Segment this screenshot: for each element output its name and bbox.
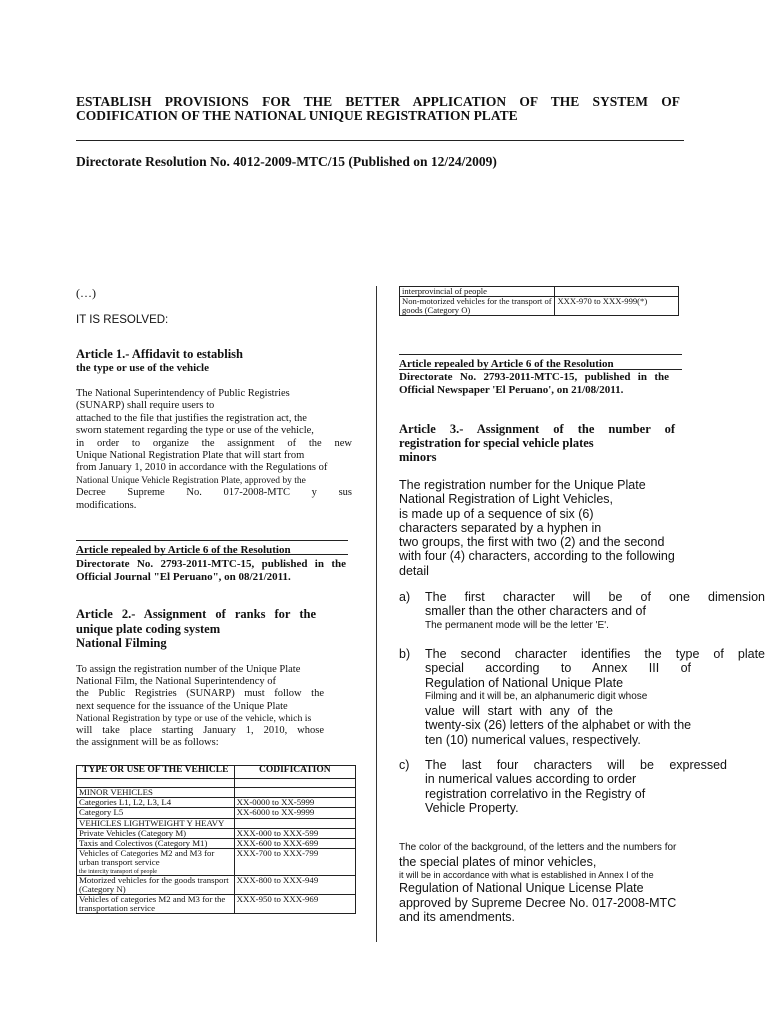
article-2-line: National Film, the National Superintendency of (76, 676, 277, 688)
list-item-line: registration correlativo in the Registry of (425, 786, 646, 801)
table-row (77, 788, 356, 798)
list-item-line: smaller than the other characters and of (425, 604, 646, 619)
table-cell-code: XX-6000 to XX-9999 (234, 808, 355, 818)
table-row (77, 875, 356, 894)
article-2-line: next sequence for the issuance of the Unique Plate (76, 700, 288, 712)
list-item-line: twenty-six (26) letters of the alphabet or with the (425, 718, 692, 733)
article-1-line: (SUNARP) shall require users to (76, 400, 215, 412)
article-1-line: attached to the file that justifies the registration act, the (76, 412, 307, 424)
article-1-heading (76, 347, 243, 375)
table-cell-code (234, 779, 355, 788)
article-1-line: Decree Supreme No. 017-2008-MTC y sus (76, 487, 352, 499)
title-line-2: CODIFICATION OF THE NATIONAL UNIQUE REGISTRATION PLATE (76, 108, 518, 123)
table-header-type: TYPE OR USE OF THE VEHICLE (77, 766, 235, 779)
article-1-heading-line-2: the type or use of the vehicle (76, 362, 209, 374)
repeal-note-2-line: Official Newspaper 'El Peruano', on 21/08/2011. (399, 384, 624, 397)
table-cell-code: XX-0000 to XX-5999 (234, 798, 355, 808)
list-item-a-text (425, 590, 765, 633)
table-cell-code: XXX-600 to XXX-699 (234, 839, 355, 849)
table-header-row (77, 766, 356, 779)
repeal-note-1-rule-mid (76, 554, 348, 555)
document-title (76, 95, 680, 123)
table-row (77, 828, 356, 838)
article-2-line: To assign the registration number of the Unique Plate (76, 664, 301, 675)
article-3-line: The registration number for the Unique Plate (399, 478, 646, 492)
article-2-line: the assignment will be as follows: (76, 737, 219, 749)
article-1-heading-line-1: Article 1.- Affidavit to establish (76, 347, 243, 361)
repeal-note-1-line: Article repealed by Article 6 of the Resolution (76, 544, 291, 556)
table-cell-type-note: the intercity transport of people (79, 867, 158, 875)
repeal-note-2-line: Article repealed by Article 6 of the Resolution (399, 358, 614, 370)
title-line-1: ESTABLISH PROVISIONS FOR THE BETTER APPLICATION OF THE SYSTEM OF (76, 94, 680, 109)
article-3-line: National Registration of Light Vehicles, (399, 492, 614, 507)
table-row (77, 839, 356, 849)
table-row (77, 808, 356, 818)
table-cell-code (555, 287, 679, 297)
article-3-heading-line: minors (399, 450, 437, 465)
table-cell-type: Motorized vehicles for the goods transport (Category N) (77, 875, 235, 894)
article-3-line: with four (4) characters, according to the following (399, 549, 675, 564)
list-item-line: Vehicle Property. (425, 800, 519, 815)
article-3-line: two groups, the first with two (2) and the second (399, 535, 665, 550)
list-item-line: The first character will be of one dimension (425, 590, 765, 604)
title-divider (76, 140, 684, 141)
table-cell-code: XXX-950 to XXX-969 (234, 895, 355, 914)
table-cell-type: VEHICLES LIGHTWEIGHT Y HEAVY (77, 818, 235, 828)
list-item-c-text (425, 758, 727, 815)
table-cell-type: MINOR VEHICLES (77, 788, 235, 798)
table-cell-type: interprovincial of people (400, 287, 555, 297)
article-3-heading-line: registration for special vehicle plates (399, 436, 594, 451)
list-item-line: Filming and it will be, an alphanumeric digit whose (425, 690, 648, 702)
ellipsis-text: (…) (76, 286, 96, 300)
table-cell-type: Taxis and Colectivos (Category M1) (77, 839, 235, 849)
table-cell-type-text: Vehicles of Categories M2 and M3 for urban transport service (79, 848, 215, 868)
table-cell-code (234, 818, 355, 828)
article-1-line: sworn statement regarding the type or use of the vehicle, (76, 425, 314, 437)
vehicle-codification-table-continued (399, 286, 679, 316)
article-3-line: detail (399, 563, 429, 578)
article-2-line: the Public Registries (SUNARP) must follow the (76, 688, 324, 700)
list-marker-b: b) (399, 647, 411, 661)
table-row (77, 818, 356, 828)
repeal-note-2-rule-top (399, 354, 682, 355)
article-2-heading-line: Article 2.- Assignment of ranks for the (76, 607, 316, 621)
article-2-body (76, 664, 324, 749)
table-cell-type: Category L5 (77, 808, 235, 818)
list-item-line: The permanent mode will be the letter 'E'. (425, 619, 609, 631)
article-3-line: is made up of a sequence of six (6) (399, 506, 594, 521)
table-cell-code: XXX-000 to XXX-599 (234, 828, 355, 838)
article-2-heading-line: National Filming (76, 636, 167, 650)
repeal-note-1-rule-top (76, 540, 348, 541)
list-item-line: value will start with any of the (425, 704, 613, 719)
closing-line: and its amendments. (399, 909, 516, 924)
repeal-note-1 (76, 544, 346, 585)
repeal-note-2 (399, 358, 669, 398)
resolution-subtitle: Directorate Resolution No. 4012-2009-MTC/15 (Published on 12/24/2009) (76, 154, 497, 169)
table-cell-type: Vehicles of categories M2 and M3 for the transportation service (77, 895, 235, 914)
list-item-line: special according to Annex III of (425, 661, 691, 676)
article-2-line: will take place starting January 1, 2010, whose (76, 725, 324, 737)
table-row (77, 895, 356, 914)
article-1-line: modifications. (76, 499, 137, 511)
table-row (77, 798, 356, 808)
resolved-heading: IT IS RESOLVED: (76, 314, 169, 326)
table-cell-type: Private Vehicles (Category M) (77, 828, 235, 838)
table-row (77, 849, 356, 875)
vehicle-codification-table (76, 765, 356, 914)
article-2-heading (76, 607, 316, 651)
article-1-line: from January 1, 2010 in accordance with the Regulations of (76, 462, 328, 474)
list-item-line: ten (10) numerical values, respectively. (425, 732, 641, 747)
article-1-line: in order to organize the assignment of the new (76, 437, 352, 449)
table-header-codification: CODIFICATION (234, 766, 355, 779)
table-row (400, 287, 679, 297)
closing-paragraph (399, 841, 729, 924)
closing-line: the special plates of minor vehicles, (399, 855, 597, 869)
list-item-line: Regulation of National Unique Plate (425, 675, 624, 690)
article-2-heading-line: unique plate coding system (76, 621, 221, 636)
table-cell-type: Categories L1, L2, L3, L4 (77, 798, 235, 808)
list-item-b-text (425, 647, 765, 747)
table-cell-type (77, 849, 235, 875)
repeal-note-2-line: Directorate No. 2793-2011-MTC-15, published in the (399, 371, 669, 384)
list-marker-a: a) (399, 590, 411, 604)
article-3-body (399, 478, 677, 578)
column-divider (376, 286, 377, 942)
closing-line: The color of the background, of the letters and the numbers for (399, 842, 677, 853)
repeal-note-2-rule-mid (399, 369, 682, 370)
table-cell-code: XXX-700 to XXX-799 (234, 849, 355, 875)
article-1-line: Unique National Registration Plate that will start from (76, 450, 305, 462)
article-1-line: The National Superintendency of Public Registries (76, 388, 290, 399)
table-cell-type: Non-motorized vehicles for the transport of goods (Category O) (400, 297, 555, 316)
closing-line: Regulation of National Unique License Plate (399, 881, 644, 896)
article-1-body (76, 388, 352, 512)
list-marker-c: c) (399, 758, 410, 772)
article-3-heading-line: Article 3.- Assignment of the number of (399, 422, 675, 436)
article-1-line: National Unique Vehicle Registration Plate, approved by the (76, 475, 306, 486)
closing-line: it will be in accordance with what is established in Annex I of the (399, 870, 654, 881)
closing-line: approved by Supreme Decree No. 017-2008-MTC (399, 895, 677, 910)
table-cell-code: XXX-800 to XXX-949 (234, 875, 355, 894)
table-cell-code (234, 788, 355, 798)
repeal-note-1-line: Official Journal "El Peruano", on 08/21/2011. (76, 571, 291, 583)
list-item-line: in numerical values according to order (425, 772, 637, 787)
article-3-heading (399, 422, 675, 465)
article-3-line: characters separated by a hyphen in (399, 520, 602, 535)
list-item-line: The last four characters will be expressed (425, 758, 727, 772)
article-2-line: National Registration by type or use of the vehicle, which is (76, 712, 312, 724)
repeal-note-1-line: Directorate No. 2793-2011-MTC-15, published in the (76, 557, 346, 570)
table-cell-code: XXX-970 to XXX-999(*) (555, 297, 679, 316)
list-item-line: The second character identifies the type of plate (425, 647, 765, 661)
table-row (400, 297, 679, 316)
